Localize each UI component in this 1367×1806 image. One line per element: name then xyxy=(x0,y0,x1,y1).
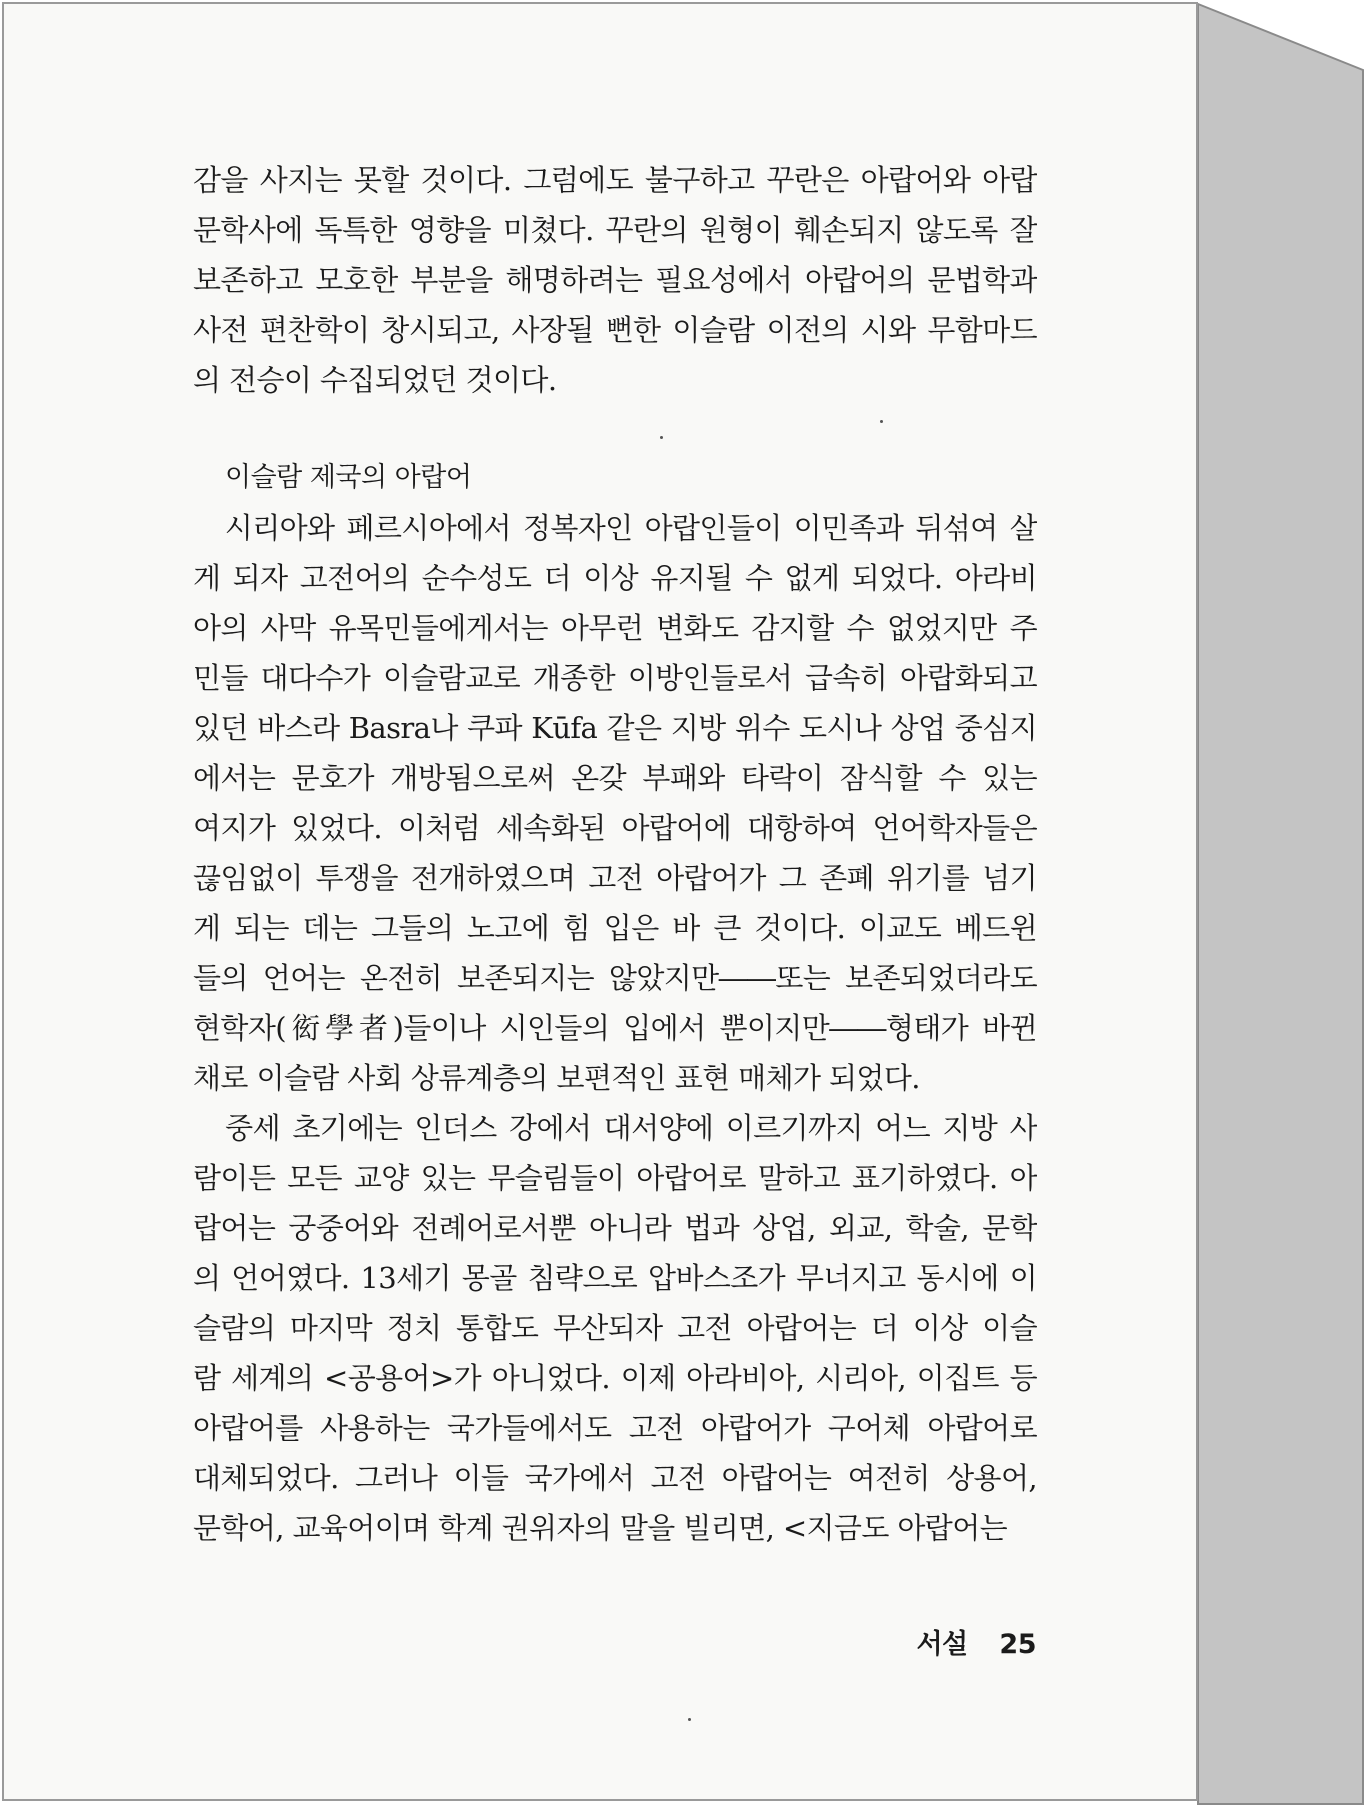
scan-speck xyxy=(880,420,883,423)
scan-speck xyxy=(660,436,663,439)
intro-paragraph xyxy=(193,155,1037,405)
paragraph-one xyxy=(193,503,1037,1103)
text-line: 보존하고 모호한 부분을 해명하려는 필요성에서 아랍어의 문법학과 xyxy=(193,263,1037,297)
text-line: 문학사에 독특한 영향을 미쳤다. 꾸란의 원형이 훼손되지 않도록 잘 xyxy=(193,213,1037,247)
text-line: 채로 이슬람 사회 상류계층의 보편적인 표현 매체가 되었다. xyxy=(193,1061,920,1095)
page-number: 25 xyxy=(999,1629,1036,1660)
scan-speck xyxy=(688,1718,691,1721)
text-line: 대체되었다. 그러나 이들 국가에서 고전 아랍어는 여전히 상용어, xyxy=(193,1461,1037,1495)
paragraph-two xyxy=(193,1103,1037,1553)
text-line: 중세 초기에는 인더스 강에서 대서양에 이르기까지 어느 지방 사 xyxy=(193,1111,1037,1145)
text-line: 아랍어를 사용하는 국가들에서도 고전 아랍어가 구어체 아랍어로 xyxy=(193,1411,1037,1445)
text-line: 람이든 모든 교양 있는 무슬림들이 아랍어로 말하고 표기하였다. 아 xyxy=(193,1161,1037,1195)
text-line: 아의 사막 유목민들에게서는 아무런 변화도 감지할 수 없었지만 주 xyxy=(193,611,1037,645)
text-line: 사전 편찬학이 창시되고, 사장될 뻔한 이슬람 이전의 시와 무함마드 xyxy=(193,313,1037,347)
text-line: 현학자(衒學者)들이나 시인들의 입에서 뿐이지만――형태가 바뀐 xyxy=(193,1011,1037,1045)
text-line: 문학어, 교육어이며 학계 권위자의 말을 빌리면, <지금도 아랍어는 xyxy=(193,1511,1008,1545)
running-footer: 서설 xyxy=(916,1629,968,1660)
text-line: 의 언어였다. 13세기 몽골 침략으로 압바스조가 무너지고 동시에 이 xyxy=(193,1261,1037,1295)
text-line: 시리아와 페르시아에서 정복자인 아랍인들이 이민족과 뒤섞여 살 xyxy=(193,511,1037,545)
text-line: 있던 바스라 Basra나 쿠파 Kūfa 같은 지방 위수 도시나 상업 중심지 xyxy=(193,711,1037,745)
text-line: 슬람의 마지막 정치 통합도 무산되자 고전 아랍어는 더 이상 이슬 xyxy=(193,1311,1037,1345)
text-line: 에서는 문호가 개방됨으로써 온갖 부패와 타락이 잠식할 수 있는 xyxy=(193,761,1037,795)
text-line: 람 세계의 <공용어>가 아니었다. 이제 아라비아, 시리아, 이집트 등 xyxy=(193,1361,1037,1395)
page-footer xyxy=(916,1622,1036,1661)
text-line: 여지가 있었다. 이처럼 세속화된 아랍어에 대항하여 언어학자들은 xyxy=(193,811,1037,845)
text-line: 게 되자 고전어의 순수성도 더 이상 유지될 수 없게 되었다. 아라비 xyxy=(193,561,1037,595)
text-line: 감을 사지는 못할 것이다. 그럼에도 불구하고 꾸란은 아랍어와 아랍 xyxy=(193,163,1037,197)
text-line: 끊임없이 투쟁을 전개하였으며 고전 아랍어가 그 존폐 위기를 넘기 xyxy=(193,861,1037,895)
section-heading: 이슬람 제국의 아랍어 xyxy=(225,462,472,493)
text-line: 랍어는 궁중어와 전례어로서뿐 아니라 법과 상업, 외교, 학술, 문학 xyxy=(193,1211,1037,1245)
text-line: 민들 대다수가 이슬람교로 개종한 이방인들로서 급속히 아랍화되고 xyxy=(193,661,1037,695)
text-line: 의 전승이 수집되었던 것이다. xyxy=(193,363,557,397)
text-line: 들의 언어는 온전히 보존되지는 않았지만――또는 보존되었더라도 xyxy=(193,961,1037,995)
text-line: 게 되는 데는 그들의 노고에 힘 입은 바 큰 것이다. 이교도 베드윈 xyxy=(193,911,1037,945)
